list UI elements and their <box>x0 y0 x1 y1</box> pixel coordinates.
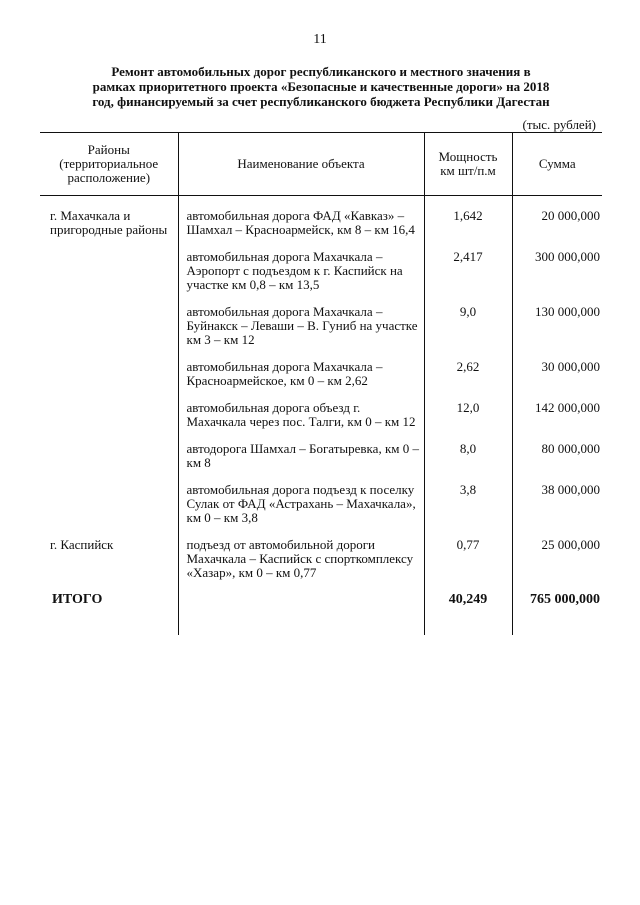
district-cell <box>40 250 178 292</box>
length-cell: 8,0 <box>424 442 512 470</box>
length-cell: 0,77 <box>424 538 512 580</box>
title-line: Ремонт автомобильных дорог республиканского и местного значения в <box>111 64 531 79</box>
table-row <box>40 538 602 580</box>
length-cell: 3,8 <box>424 483 512 525</box>
object-cell: автомобильная дорога Махачкала – Буйнакск – Леваши – В. Гуниб на участке км 3 – км 12 <box>178 305 424 347</box>
district-cell <box>40 483 178 525</box>
district-cell <box>40 442 178 470</box>
object-cell: автомобильная дорога ФАД «Кавказ» – Шамхал – Красноармейск, км 8 – км 16,4 <box>178 209 424 237</box>
units-label: (тыс. рублей) <box>522 117 596 132</box>
object-cell: автомобильная дорога Махачкала – Красноармейское, км 0 – км 2,62 <box>178 360 424 388</box>
sum-cell: 30 000,000 <box>512 360 602 388</box>
total-row <box>40 593 602 635</box>
total-object-cell <box>178 593 424 635</box>
total-sum: 765 000,000 <box>512 593 602 635</box>
length-cell: 2,417 <box>424 250 512 292</box>
object-cell: автомобильная дорога подъезд к поселку Сулак от ФАД «Астрахань – Махачкала», км 0 – км 3,8 <box>178 483 424 525</box>
length-cell: 9,0 <box>424 305 512 347</box>
length-cell: 2,62 <box>424 360 512 388</box>
district-cell: г. Махачкала и пригородные районы <box>50 208 168 237</box>
page-number: 11 <box>313 32 327 47</box>
sum-cell: 142 000,000 <box>512 401 602 429</box>
district-cell <box>40 401 178 429</box>
object-cell: автодорога Шамхал – Богатыревка, км 0 – км 8 <box>178 442 424 470</box>
title-line: год, финансируемый за счет республиканского бюджета Республики Дагестан <box>92 94 550 109</box>
total-length: 40,249 <box>424 593 512 635</box>
table-row <box>40 305 602 347</box>
document-title <box>40 64 602 109</box>
header-length: Мощность км шт/п.м <box>424 133 512 196</box>
sum-cell: 38 000,000 <box>512 483 602 525</box>
district-cell: г. Каспийск <box>50 537 114 552</box>
sum-cell: 300 000,000 <box>512 250 602 292</box>
sum-cell: 130 000,000 <box>512 305 602 347</box>
total-label: ИТОГО <box>52 592 103 607</box>
table-row <box>40 209 602 237</box>
sum-cell: 20 000,000 <box>512 209 602 237</box>
table-row <box>40 401 602 429</box>
table-row <box>40 442 602 470</box>
object-cell: автомобильная дорога Махачкала – Аэропорт с подъездом к г. Каспийск на участке км 0,8 – км 13,5 <box>178 250 424 292</box>
table-row <box>40 483 602 525</box>
header-district: Районы (территориальное расположение) <box>40 133 178 196</box>
header-sum: Сумма <box>512 133 602 196</box>
table-row <box>40 250 602 292</box>
district-cell <box>40 305 178 347</box>
table-row <box>40 360 602 388</box>
sum-cell: 25 000,000 <box>512 538 602 580</box>
district-cell <box>40 360 178 388</box>
header-object: Наименование объекта <box>178 133 424 196</box>
title-line: рамках приоритетного проекта «Безопасные и качественные дороги» на 2018 <box>92 79 550 94</box>
length-cell: 1,642 <box>424 209 512 237</box>
funding-table <box>40 132 602 635</box>
sum-cell: 80 000,000 <box>512 442 602 470</box>
object-cell: подъезд от автомобильной дороги Махачкала – Каспийск с спорткомплексу «Хазар», км 0 – км 0,77 <box>178 538 424 580</box>
table-header-row <box>40 133 602 196</box>
length-cell: 12,0 <box>424 401 512 429</box>
object-cell: автомобильная дорога объезд г. Махачкала через пос. Талги, км 0 – км 12 <box>178 401 424 429</box>
